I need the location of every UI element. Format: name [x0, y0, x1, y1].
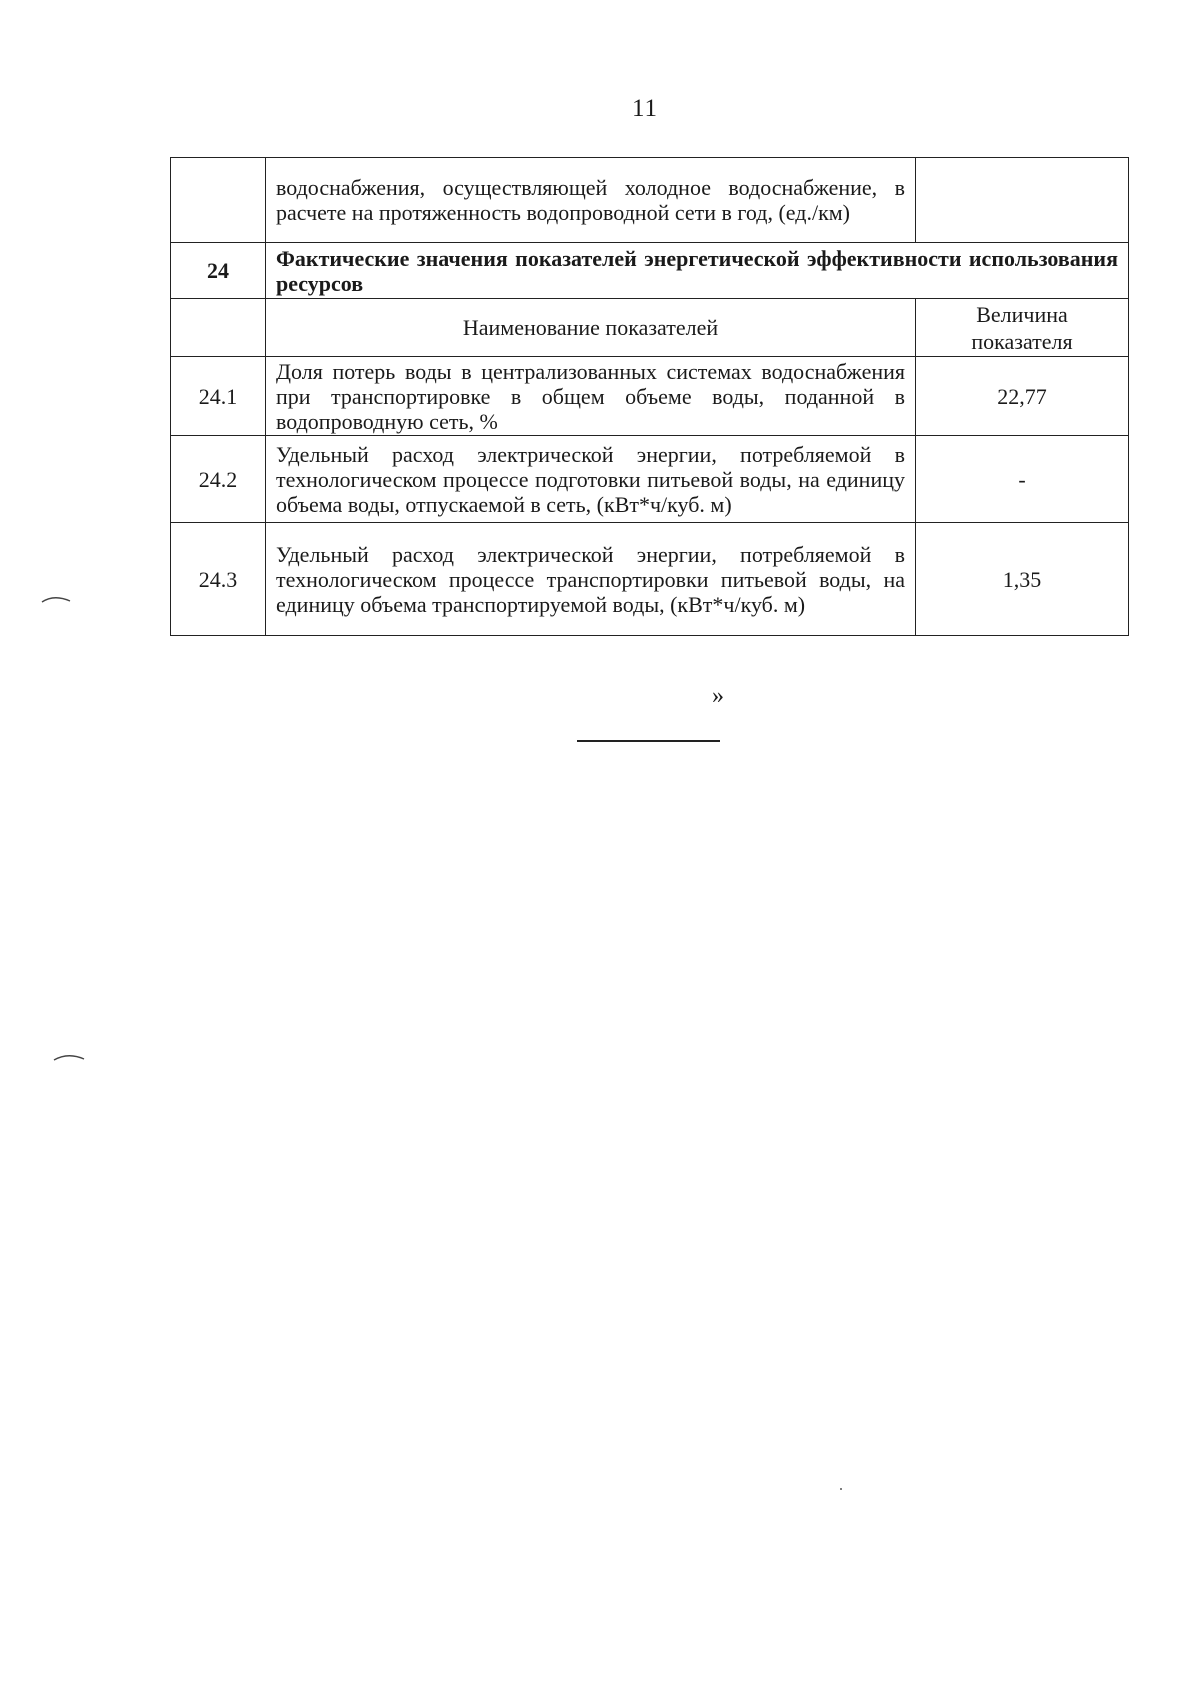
header-name-cell: Наименование показателей [266, 299, 916, 357]
section-title-cell: Фактические значения показателей энергетической эффективности использования ресурсов [266, 243, 1129, 299]
table-row-continuation [171, 158, 1129, 243]
indicator-value-cell: 22,77 [916, 357, 1129, 436]
table-row-section [171, 243, 1129, 299]
row-number-cell: 24.1 [171, 357, 266, 436]
scan-speck [840, 1488, 842, 1490]
end-rule [577, 740, 720, 742]
indicator-name-cell: Удельный расход электрической энергии, потребляемой в технологическом процессе подготовки питьевой воды, на единицу объема воды, отпускаемой в сеть, (кВт*ч/куб. м) [266, 436, 916, 523]
table-row [171, 357, 1129, 436]
section-number-cell: 24 [171, 243, 266, 299]
closing-quote: » [712, 683, 724, 709]
table-row [171, 436, 1129, 523]
indicator-name-cell: водоснабжения, осуществляющей холодное водоснабжение, в расчете на протяженность водопроводной сети в год, (ед./км) [266, 158, 916, 243]
indicator-value-cell [916, 158, 1129, 243]
indicator-value-cell: - [916, 436, 1129, 523]
table-row [171, 523, 1129, 636]
row-number-cell: 24.3 [171, 523, 266, 636]
indicators-table [170, 157, 1129, 636]
header-value-cell: Величина показателя [916, 299, 1129, 357]
table-header-row [171, 299, 1129, 357]
scan-mark-icon [52, 1050, 88, 1064]
row-number-cell: 24.2 [171, 436, 266, 523]
indicator-name-cell: Доля потерь воды в централизованных системах водоснабжения при транспортировке в общем объеме воды, поданной в водопроводную сеть, % [266, 357, 916, 436]
header-number-cell [171, 299, 266, 357]
row-number-cell [171, 158, 266, 243]
scan-mark-icon [40, 592, 74, 606]
indicator-name-cell: Удельный расход электрической энергии, потребляемой в технологическом процессе транспортировки питьевой воды, на единицу объема транспортируемой воды, (кВт*ч/куб. м) [266, 523, 916, 636]
indicator-value-cell: 1,35 [916, 523, 1129, 636]
page-number: 11 [631, 95, 659, 122]
